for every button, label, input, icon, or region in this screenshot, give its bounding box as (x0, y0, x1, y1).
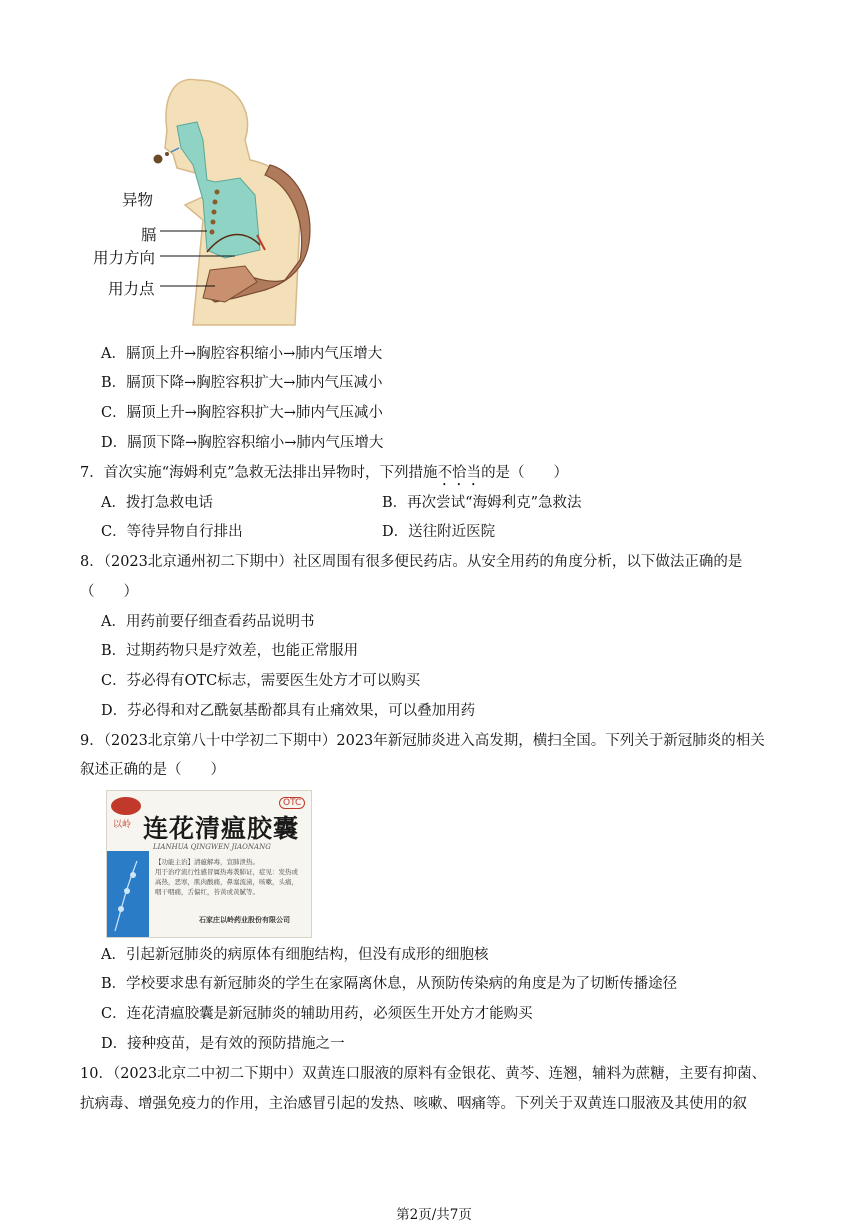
q8-option-b: B．过期药物只是疗效差，也能正常服用 (101, 643, 359, 659)
brand-name: 以岭 (113, 820, 132, 830)
q9-option-b: B．学校要求患有新冠肺炎的学生在家隔离休息，从预防传染病的角度是为了切断传播途径 (101, 976, 678, 992)
q7-stem-emphasis: 不恰当 (437, 465, 482, 481)
q8-stem-line1: 8．（2023北京通州初二下期中）社区周围有很多便民药店。从安全用药的角度分析，以下做法正确的是 (80, 554, 743, 570)
medicine-pinyin: LIANHUA QINGWEN JIAONANG (153, 843, 271, 851)
q7-stem-part-b: 的是（ ） (481, 465, 569, 481)
func-line-3: 高热，恶寒，肌肉酸痛，鼻塞流涕，咳嗽，头痛， (155, 878, 298, 886)
q9-stem-line2: 叙述正确的是（ ） (80, 762, 225, 778)
q10-stem-line2: 抗病毒、增强免疫力的作用，主治感冒引起的发热、咳嗽、咽痛等。下列关于双黄连口服液及其使用的叙 (80, 1096, 747, 1112)
otc-badge: OTC (279, 797, 305, 809)
q8-option-c: C．芬必得有OTC标志，需要医生处方才可以购买 (101, 673, 421, 689)
label-foreign-object: 异物 (122, 191, 154, 209)
func-line-2: 用于治疗流行性感冒属热毒袭肺证，症见：发热或 (155, 868, 298, 876)
q6-option-d: D．膈顶下降→胸腔容积缩小→肺内气压增大 (101, 435, 384, 451)
q9-option-a: A．引起新冠肺炎的病原体有细胞结构，但没有成形的细胞核 (101, 947, 489, 963)
brand-logo (111, 797, 141, 815)
q7-stem-part-a: 7．首次实施“海姆利克”急救无法排出异物时，下列措施 (80, 465, 438, 481)
q6-option-c: C．膈顶上升→胸腔容积扩大→肺内气压减小 (101, 405, 383, 421)
medicine-maker: 石家庄以岭药业股份有限公司 (199, 916, 290, 924)
box-side-panel (107, 851, 149, 937)
q7-option-b: B．再次尝试“海姆利克”急救法 (382, 495, 582, 511)
label-force-direction: 用力方向 (93, 249, 156, 267)
q8-option-d: D．芬必得和对乙酰氨基酚都具有止痛效果，可以叠加用药 (101, 703, 476, 719)
label-diaphragm: 膈 (141, 226, 157, 244)
flower-decoration-icon (107, 851, 149, 937)
medicine-function-text (155, 857, 298, 897)
page-number: 第2页/共7页 (396, 1207, 472, 1223)
func-line-4: 咽干咽痛，舌偏红，苔黄或黄腻等。 (155, 888, 259, 896)
medicine-title: 连花清瘟胶囊 (143, 814, 300, 843)
q7-option-a: A．拨打急救电话 (101, 495, 213, 511)
q6-option-b: B．膈顶下降→胸腔容积扩大→肺内气压减小 (101, 375, 383, 391)
q7-option-d: D．送往附近医院 (382, 524, 496, 540)
q8-option-a: A．用药前要仔细查看药品说明书 (101, 614, 315, 630)
q10-stem-line1: 10．（2023北京二中初二下期中）双黄连口服液的原料有金银花、黄芩、连翘，辅料为蔗糖，主要有抑菌、 (80, 1066, 767, 1082)
q9-option-c: C．连花清瘟胶囊是新冠肺炎的辅助用药，必须医生开处方才能购买 (101, 1006, 533, 1022)
label-force-point: 用力点 (108, 280, 155, 298)
q9-option-d: D．接种疫苗，是有效的预防措施之一 (101, 1036, 345, 1052)
medicine-box-image (106, 790, 312, 938)
q8-stem-line2: （ ） (80, 584, 138, 600)
q9-stem-line1: 9．（2023北京第八十中学初二下期中）2023年新冠肺炎进入高发期，横扫全国。下列关于新冠肺炎的相关 (80, 733, 765, 749)
func-line-1: 【功能主治】清瘟解毒，宣肺泄热。 (155, 858, 259, 866)
q6-option-a: A．膈顶上升→胸腔容积缩小→肺内气压增大 (101, 346, 383, 362)
q7-option-c: C．等待异物自行排出 (101, 524, 243, 540)
q7-stem (80, 463, 568, 489)
